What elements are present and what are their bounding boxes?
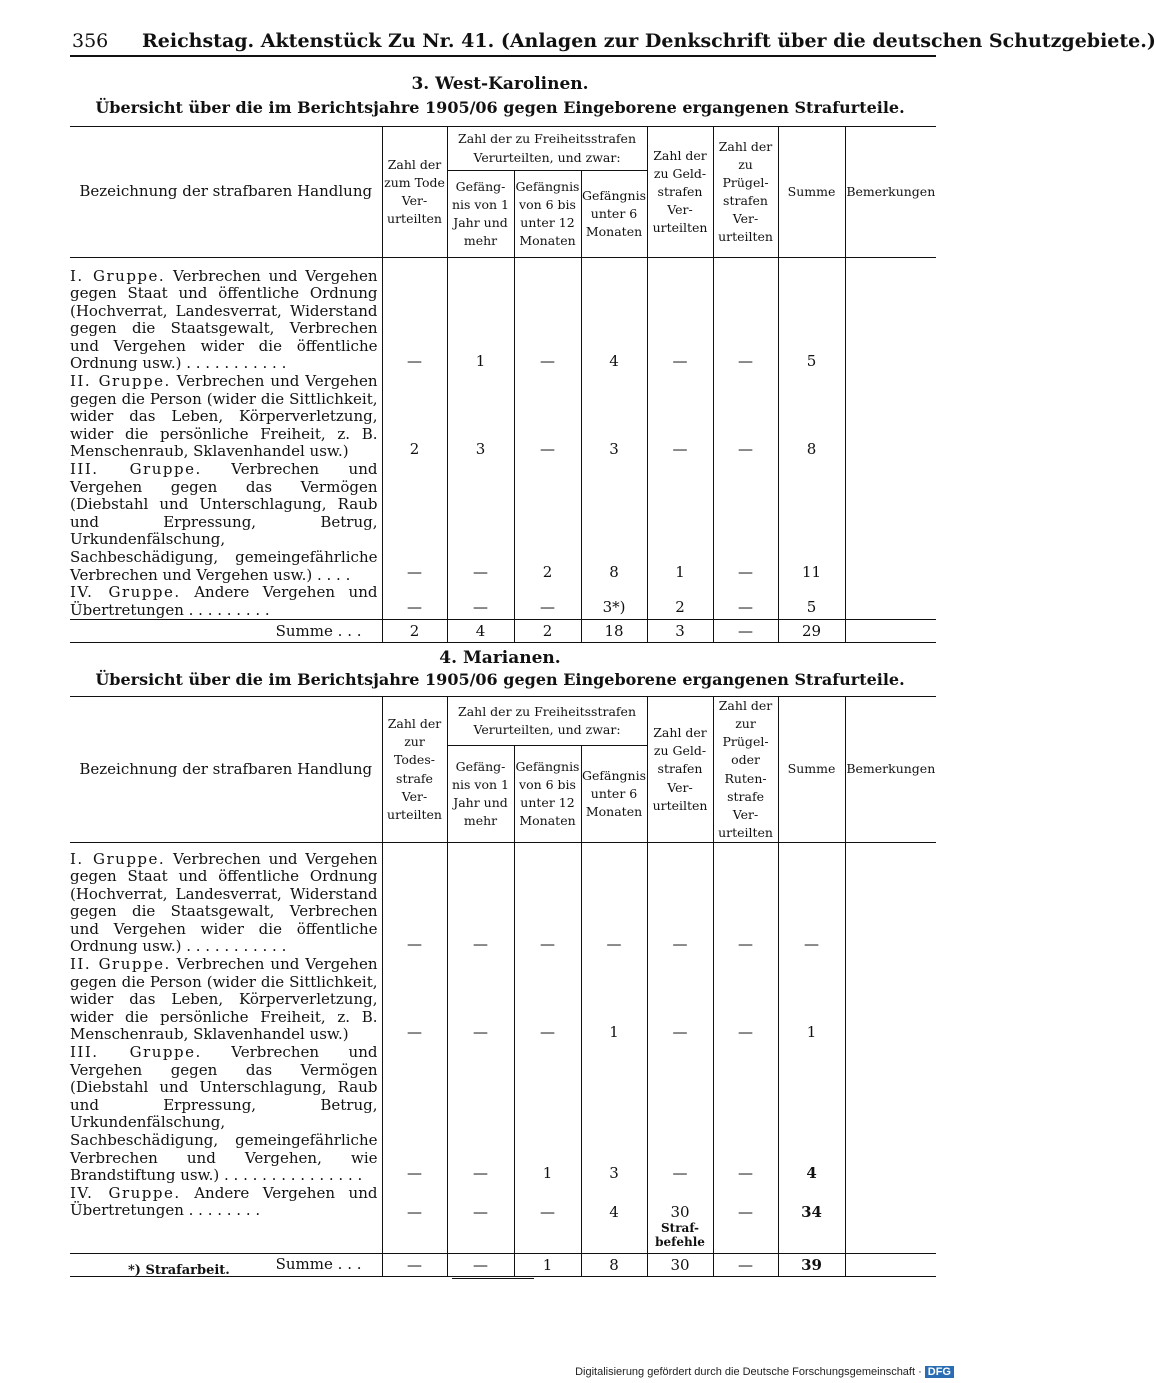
col-header-description: Bezeichnung der strafbaren Handlung bbox=[70, 127, 382, 258]
cell-fine-note: Straf-befehle bbox=[655, 1220, 705, 1250]
cell-fine: — bbox=[647, 851, 713, 957]
cell-prison-6-12m: — bbox=[514, 373, 581, 461]
col-header-sum: Summe bbox=[778, 697, 845, 843]
cell-prison-1y: 1 bbox=[447, 268, 514, 374]
total-flogging: — bbox=[713, 620, 778, 643]
footnote-rule bbox=[452, 1278, 534, 1279]
cell-death: — bbox=[382, 268, 447, 374]
cell-sum: 8 bbox=[778, 373, 845, 461]
cell-remarks bbox=[845, 373, 936, 461]
cell-flogging: — bbox=[713, 461, 778, 584]
cell-fine bbox=[647, 1185, 713, 1253]
cell-prison-6-12m: 2 bbox=[514, 461, 581, 584]
col-header-prison-under-6m: Gefängnis unter 6 Monaten bbox=[581, 171, 647, 258]
cell-sum: — bbox=[778, 851, 845, 957]
page-header bbox=[72, 30, 1156, 52]
cell-flogging: — bbox=[713, 956, 778, 1044]
col-header-prison-1y: Gefäng-nis von 1 Jahr und mehr bbox=[447, 171, 514, 258]
col-header-death: Zahl der zur Todes-strafe Ver-urteilten bbox=[382, 697, 447, 843]
col-header-description: Bezeichnung der strafbaren Handlung bbox=[70, 697, 382, 843]
table-row bbox=[70, 373, 936, 461]
total-prison-under-6m: 8 bbox=[581, 1253, 647, 1276]
digitization-credit bbox=[575, 1366, 954, 1378]
col-header-sum: Summe bbox=[778, 127, 845, 258]
total-prison-1y: 4 bbox=[447, 620, 514, 643]
col-header-prison-6-12m: Gefängnis von 6 bis unter 12 Monaten bbox=[514, 745, 581, 842]
footnote: *) Strafarbeit. bbox=[128, 1263, 230, 1278]
cell-prison-under-6m: — bbox=[581, 851, 647, 957]
table-row bbox=[70, 461, 936, 584]
table-row bbox=[70, 268, 936, 374]
cell-remarks bbox=[845, 268, 936, 374]
row-text: Verbrechen und Vergehen gegen Staat und öffentliche Ordnung (Hochverrat, Landesverrat, Widerstand gegen die Staatsgewalt, Verbrechen und Vergehen wider die öffentliche Ordnung usw.) . . . . . . . . . . . bbox=[70, 266, 378, 373]
cell-remarks bbox=[845, 851, 936, 957]
row-description bbox=[70, 1044, 382, 1185]
table-row bbox=[70, 851, 936, 957]
cell-fine: — bbox=[647, 956, 713, 1044]
cell-prison-under-6m: 8 bbox=[581, 461, 647, 584]
total-flogging: — bbox=[713, 1253, 778, 1276]
cell-fine: 1 bbox=[647, 461, 713, 584]
sentences-table-marianen bbox=[70, 696, 936, 1277]
row-group: I. Gruppe. bbox=[70, 849, 166, 868]
sentences-table-west-karolinen bbox=[70, 126, 936, 643]
row-group: I. Gruppe. bbox=[70, 266, 166, 285]
cell-prison-1y: 3 bbox=[447, 373, 514, 461]
row-group: II. Gruppe. bbox=[70, 372, 171, 391]
total-death: 2 bbox=[382, 620, 447, 643]
table-row bbox=[70, 1044, 936, 1185]
row-text: Andere Vergehen und Übertretungen . . . . . . . . . bbox=[70, 583, 378, 619]
cell-prison-under-6m: 4 bbox=[581, 268, 647, 374]
total-prison-under-6m: 18 bbox=[581, 620, 647, 643]
cell-remarks bbox=[845, 584, 936, 620]
col-header-death: Zahl der zum Tode Ver-urteilten bbox=[382, 127, 447, 258]
cell-prison-under-6m: 3 bbox=[581, 1044, 647, 1185]
cell-sum: 4 bbox=[778, 1044, 845, 1185]
cell-remarks bbox=[845, 461, 936, 584]
header-rule bbox=[70, 55, 936, 57]
cell-prison-6-12m: 1 bbox=[514, 1044, 581, 1185]
section-title: 3. West-Karolinen. bbox=[411, 74, 589, 94]
row-description bbox=[70, 1185, 382, 1253]
cell-prison-6-12m: — bbox=[514, 851, 581, 957]
section-subtitle: Übersicht über die im Berichtsjahre 1905/06 gegen Eingeborene ergangenen Strafurteile. bbox=[95, 670, 905, 689]
row-text: Verbrechen und Vergehen gegen die Person (wider die Sittlichkeit, wider das Leben, Körperverletzung, wider die persönliche Freiheit, z. B. Menschenraub, Sklavenhandel usw.) bbox=[70, 955, 378, 1044]
cell-death: — bbox=[382, 956, 447, 1044]
row-group: IV. Gruppe. bbox=[70, 1183, 181, 1202]
table-row bbox=[70, 1185, 936, 1253]
section-title: 4. Marianen. bbox=[439, 648, 561, 668]
col-header-prison-1y: Gefäng-nis von 1 Jahr und mehr bbox=[447, 745, 514, 842]
cell-death: — bbox=[382, 584, 447, 620]
col-header-flogging: Zahl der zur Prügel- oder Ruten-strafe Ver-urteilten bbox=[713, 697, 778, 843]
row-text: Verbrechen und Vergehen gegen die Person (wider die Sittlichkeit, wider das Leben, Körperverletzung, wider die persönliche Freiheit, z. B. Menschenraub, Sklavenhandel usw.) bbox=[70, 372, 378, 461]
row-text: Verbrechen und Vergehen gegen Staat und öffentliche Ordnung (Hochverrat, Landesverrat, Widerstand gegen die Staatsgewalt, Verbrechen und Vergehen wider die öffentliche Ordnung usw.) . . . . . . . . . . . bbox=[70, 849, 378, 956]
row-text: Verbrechen und Vergehen gegen das Vermögen (Diebstahl und Unterschlagung, Raub und Erpressung, Betrug, Urkundenfälschung, Sachbeschädigung, gemeingefährliche Verbrechen und Vergehen, wie Brandstiftung usw.) . . . . . . . . . . . . . . . bbox=[70, 1043, 378, 1185]
cell-death: — bbox=[382, 461, 447, 584]
total-row bbox=[70, 620, 936, 643]
cell-remarks bbox=[845, 1044, 936, 1185]
row-group: IV. Gruppe. bbox=[70, 583, 181, 602]
row-description bbox=[70, 461, 382, 584]
cell-prison-1y: — bbox=[447, 1185, 514, 1253]
col-header-freedom-group: Zahl der zu Freiheitsstrafen Verurteilten, und zwar: bbox=[447, 697, 647, 746]
cell-sum: 11 bbox=[778, 461, 845, 584]
cell-sum: 5 bbox=[778, 268, 845, 374]
cell-fine-value: 30 bbox=[670, 1202, 690, 1221]
total-death: — bbox=[382, 1253, 447, 1276]
total-remarks bbox=[845, 1253, 936, 1276]
cell-prison-1y: — bbox=[447, 584, 514, 620]
total-fine: 30 bbox=[647, 1253, 713, 1276]
cell-prison-1y: — bbox=[447, 461, 514, 584]
cell-sum: 1 bbox=[778, 956, 845, 1044]
col-header-fine: Zahl der zu Geld-strafen Ver-urteilten bbox=[647, 127, 713, 258]
cell-sum: 5 bbox=[778, 584, 845, 620]
page-number: 356 bbox=[72, 30, 109, 52]
cell-prison-under-6m: 3 bbox=[581, 373, 647, 461]
digitization-text: Digitalisierung gefördert durch die Deutsche Forschungsgemeinschaft · bbox=[575, 1366, 922, 1378]
cell-flogging: — bbox=[713, 373, 778, 461]
total-prison-1y: — bbox=[447, 1253, 514, 1276]
cell-remarks bbox=[845, 1185, 936, 1253]
row-text: Verbrechen und Vergehen gegen das Vermögen (Diebstahl und Unterschlagung, Raub und Erpressung, Betrug, Urkundenfälschung, Sachbeschädigung, gemeingefährliche Verbrechen und Vergehen usw.) . . . . bbox=[70, 460, 378, 584]
cell-prison-6-12m: — bbox=[514, 1185, 581, 1253]
cell-death: — bbox=[382, 851, 447, 957]
total-label: Summe . . . bbox=[70, 1253, 382, 1276]
cell-fine: 2 bbox=[647, 584, 713, 620]
total-fine: 3 bbox=[647, 620, 713, 643]
col-header-flogging: Zahl der zu Prügel-strafen Ver-urteilten bbox=[713, 127, 778, 258]
dfg-logo: DFG bbox=[925, 1366, 954, 1378]
cell-remarks bbox=[845, 956, 936, 1044]
cell-prison-under-6m: 3*) bbox=[581, 584, 647, 620]
total-sum: 39 bbox=[778, 1253, 845, 1276]
row-description bbox=[70, 851, 382, 957]
cell-prison-6-12m: — bbox=[514, 956, 581, 1044]
cell-death: 2 bbox=[382, 373, 447, 461]
cell-flogging: — bbox=[713, 1044, 778, 1185]
cell-flogging: — bbox=[713, 268, 778, 374]
row-group: III. Gruppe. bbox=[70, 1043, 202, 1062]
row-group: II. Gruppe. bbox=[70, 955, 171, 974]
table-row bbox=[70, 584, 936, 620]
cell-prison-6-12m: — bbox=[514, 268, 581, 374]
row-description bbox=[70, 956, 382, 1044]
row-group: III. Gruppe. bbox=[70, 460, 202, 479]
cell-sum: 34 bbox=[778, 1185, 845, 1253]
cell-death: — bbox=[382, 1044, 447, 1185]
cell-prison-under-6m: 4 bbox=[581, 1185, 647, 1253]
cell-prison-under-6m: 1 bbox=[581, 956, 647, 1044]
col-header-prison-under-6m: Gefängnis unter 6 Monaten bbox=[581, 745, 647, 842]
row-description bbox=[70, 373, 382, 461]
cell-prison-1y: — bbox=[447, 851, 514, 957]
cell-flogging: — bbox=[713, 584, 778, 620]
col-header-remarks: Bemerkungen bbox=[845, 127, 936, 258]
row-description bbox=[70, 268, 382, 374]
col-header-remarks: Bemerkungen bbox=[845, 697, 936, 843]
section-subtitle: Übersicht über die im Berichtsjahre 1905/06 gegen Eingeborene ergangenen Strafurteile. bbox=[95, 98, 905, 117]
col-header-prison-6-12m: Gefängnis von 6 bis unter 12 Monaten bbox=[514, 171, 581, 258]
cell-fine: — bbox=[647, 268, 713, 374]
total-label: Summe . . . bbox=[70, 620, 382, 643]
total-prison-6-12m: 2 bbox=[514, 620, 581, 643]
cell-fine: — bbox=[647, 1044, 713, 1185]
row-text: Andere Vergehen und Übertretungen . . . . . . . . bbox=[70, 1183, 378, 1220]
cell-prison-1y: — bbox=[447, 1044, 514, 1185]
col-header-freedom-group: Zahl der zu Freiheitsstrafen Verurteilten, und zwar: bbox=[447, 127, 647, 171]
cell-prison-1y: — bbox=[447, 956, 514, 1044]
cell-fine: — bbox=[647, 373, 713, 461]
total-remarks bbox=[845, 620, 936, 643]
cell-death: — bbox=[382, 1185, 447, 1253]
running-title: Reichstag. Aktenstück Zu Nr. 41. (Anlagen zur Denkschrift über die deutschen Schutzgebiete.) bbox=[142, 30, 1156, 52]
cell-prison-6-12m: — bbox=[514, 584, 581, 620]
table-row bbox=[70, 956, 936, 1044]
cell-flogging: — bbox=[713, 851, 778, 957]
total-prison-6-12m: 1 bbox=[514, 1253, 581, 1276]
cell-flogging: — bbox=[713, 1185, 778, 1253]
col-header-fine: Zahl der zu Geld-strafen Ver-urteilten bbox=[647, 697, 713, 843]
total-sum: 29 bbox=[778, 620, 845, 643]
row-description bbox=[70, 584, 382, 620]
